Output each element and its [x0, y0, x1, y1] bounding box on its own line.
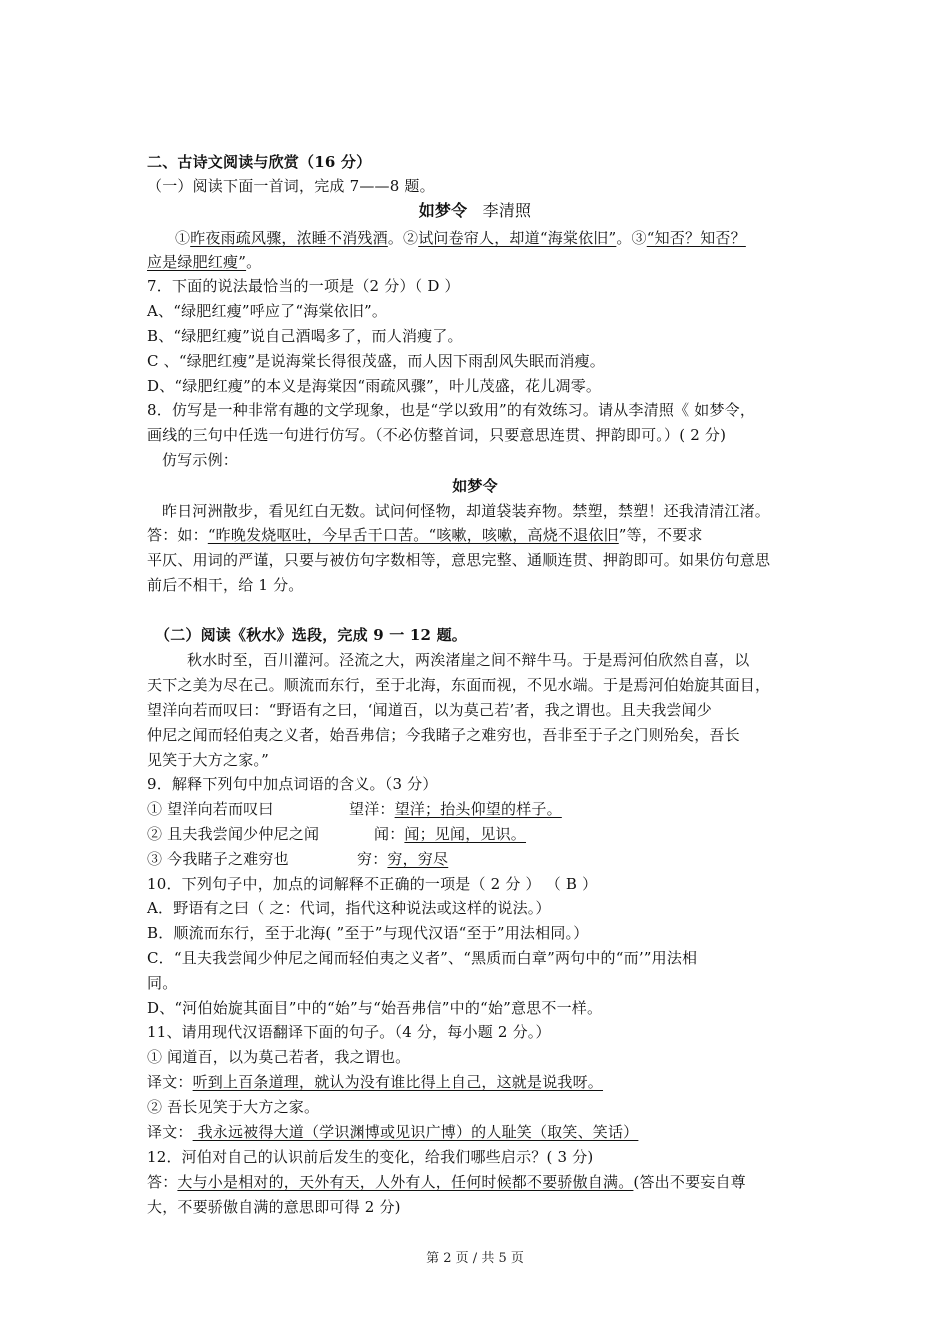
poem-marker: 。③ — [616, 229, 647, 247]
q8-stem-1: 8．仿写是一种非常有趣的文学现象，也是“学以致用”的有效练习。请从李清照《 如梦令， — [147, 401, 756, 419]
q9-answer: 闻；见闻，见识。 — [404, 825, 527, 843]
q7-option-b: B、“绿肥红瘦”说自己酒喝多了，而人消瘦了。 — [147, 327, 463, 345]
q9-answer: 望洋；抬头仰望的样子。 — [394, 800, 562, 818]
q8-answer-2: 平仄、用词的严谨，只要与被仿句字数相等，意思完整、通顺连贯、押韵即可。如果仿句意思 — [147, 551, 771, 569]
answer-prefix: 答：如： — [147, 526, 208, 544]
q8-answer-1 — [147, 525, 827, 545]
q7-option-a: A、“绿肥红瘦”呼应了“海棠依旧”。 — [147, 302, 388, 320]
q10-option-c-1: C．“且夫我尝闻少仲尼之闻而轻伯夷之义者”、“黑质而白章”两句中的“而’”用法相 — [147, 949, 698, 967]
part1-intro: （一）阅读下面一首词，完成 7——8 题。 — [147, 177, 435, 195]
q9-item-3 — [147, 849, 827, 869]
poem-underlined-3-cont: 应是绿肥红瘦” — [147, 253, 247, 271]
q8-example-text: 昨日河洲散步，看见红白无数。试问何怪物，却道袋装弃物。禁塑，禁塑！还我清清江渚。 — [162, 502, 771, 520]
translation-prefix: 译文： — [147, 1123, 193, 1141]
q12-answer-note: (答出不要妄自尊 — [633, 1173, 746, 1191]
q9-term: 穷： — [357, 850, 388, 868]
poem-underlined-1: 昨夜雨疏风骤，浓睡不消残酒 — [190, 229, 388, 247]
poem-heading — [0, 201, 950, 221]
q7-stem: 7．下面的说法最恰当的一项是（2 分）（ D ） — [147, 277, 460, 295]
q10-option-b: B．顺流而东行，至于北海( ”至于”与现代汉语“至于”用法相同。） — [147, 924, 589, 942]
q11-answer-underlined: 听到上百条道理，就认为没有谁比得上自己，这就是说我呀。 — [192, 1073, 604, 1091]
poem-author: 李清照 — [482, 201, 532, 220]
passage-line-4: 仲尼之闻而轻伯夷之义者，始吾弗信；今我睹子之难穷也，吾非至于子之门则殆矣，吾长 — [147, 726, 740, 744]
q11-answer-2 — [147, 1122, 827, 1142]
poem-underlined-3: “知否？知否？ — [646, 229, 746, 247]
q9-sentence: ① 望洋向若而叹曰 — [147, 800, 274, 818]
q10-option-a: A．野语有之曰（ 之：代词，指代这种说法或这样的说法。） — [147, 899, 551, 917]
q8-example-title: 如梦令 — [452, 477, 498, 495]
q9-sentence: ② 且夫我尝闻少仲尼之闻 — [147, 825, 320, 843]
q9-term: 闻： — [374, 825, 405, 843]
q10-stem: 10．下列句子中，加点的词解释不正确的一项是（ 2 分 ） （ B ） — [147, 875, 598, 893]
q11-item-1: ① 闻道百，以为莫己若者，我之谓也。 — [147, 1048, 411, 1066]
passage-line-1: 秋水时至，百川灌河。泾流之大，两涘渚崖之间不辩牛马。于是焉河伯欣然自喜，以 — [187, 651, 750, 669]
q8-example-label: 仿写示例： — [162, 451, 239, 469]
answer-prefix: 答： — [147, 1173, 178, 1191]
q9-term: 望洋： — [349, 800, 395, 818]
q11-item-2: ② 吾长见笑于大方之家。 — [147, 1098, 320, 1116]
q9-sentence: ③ 今我睹子之难穷也 — [147, 850, 289, 868]
q9-stem: 9．解释下列句中加点词语的含义。（3 分） — [147, 775, 438, 793]
q9-item-1 — [147, 799, 827, 819]
poem-marker: 。② — [387, 229, 419, 247]
passage-line-3: 望洋向若而叹曰：“野语有之曰，‘闻道百，以为莫己若’者，我之谓也。且夫我尝闻少 — [147, 701, 713, 719]
poem-line-2 — [147, 252, 827, 272]
passage-line-5: 见笑于大方之家。” — [147, 751, 269, 769]
q8-answer-3: 前后不相干，给 1 分。 — [147, 576, 304, 594]
q8-answer-tail: ”等，不要求 — [618, 526, 703, 544]
q9-answer: 穷，穷尽 — [387, 850, 449, 868]
q11-answer-underlined: 我永远被得大道（学识渊博或见识广博）的人耻笑（取笑、笑话） — [192, 1123, 639, 1141]
poem-title: 如梦令 — [418, 201, 468, 220]
q9-item-2 — [147, 824, 827, 844]
q8-stem-2: 画线的三句中任选一句进行仿写。（不必仿整首词，只要意思连贯、押韵即可。）( 2 分) — [147, 426, 727, 444]
q11-answer-1 — [147, 1072, 827, 1092]
translation-prefix: 译文： — [147, 1073, 193, 1091]
q10-option-d: D、“河伯始旋其面目”中的“始”与“始吾弗信”中的“始”意思不一样。 — [147, 999, 603, 1017]
section-title: 二、古诗文阅读与欣赏（16 分） — [147, 153, 372, 171]
poem-punct: 。 — [246, 253, 262, 271]
q11-stem: 11、请用现代汉语翻译下面的句子。（4 分，每小题 2 分。） — [147, 1023, 551, 1041]
poem-line-1 — [175, 228, 855, 248]
passage-line-2: 天下之美为尽在己。顺流而东行，至于北海，东面而视，不见水端。于是焉河伯始旋其面目， — [147, 676, 771, 694]
q12-answer-1 — [147, 1172, 827, 1192]
q10-option-c-2: 同。 — [147, 974, 178, 992]
q7-option-c: C 、“绿肥红瘦”是说海棠长得很茂盛，而人因下雨刮风失眠而消瘦。 — [147, 352, 605, 370]
q12-stem: 12．河伯对自己的认识前后发生的变化，给我们哪些启示？( 3 分) — [147, 1148, 594, 1166]
poem-marker: ① — [175, 229, 191, 247]
page-footer: 第 2 页 / 共 5 页 — [426, 1251, 524, 1266]
q12-answer-2: 大，不要骄傲自满的意思即可得 2 分) — [147, 1198, 401, 1216]
part2-intro: （二）阅读《秋水》选段，完成 9 一 12 题。 — [155, 626, 468, 644]
q8-answer-underlined: “昨晚发烧呕吐，今早舌干口苦。“咳嗽，咳嗽，高烧不退依旧 — [207, 526, 619, 544]
poem-underlined-2: 试问卷帘人，却道“海棠依旧” — [418, 229, 617, 247]
q12-answer-underlined: 大与小是相对的，天外有天，人外有人，任何时候都不要骄傲自满。 — [177, 1173, 634, 1191]
q7-option-d: D、“绿肥红瘦”的本义是海棠因“雨疏风骤”，叶儿茂盛，花儿凋零。 — [147, 377, 602, 395]
